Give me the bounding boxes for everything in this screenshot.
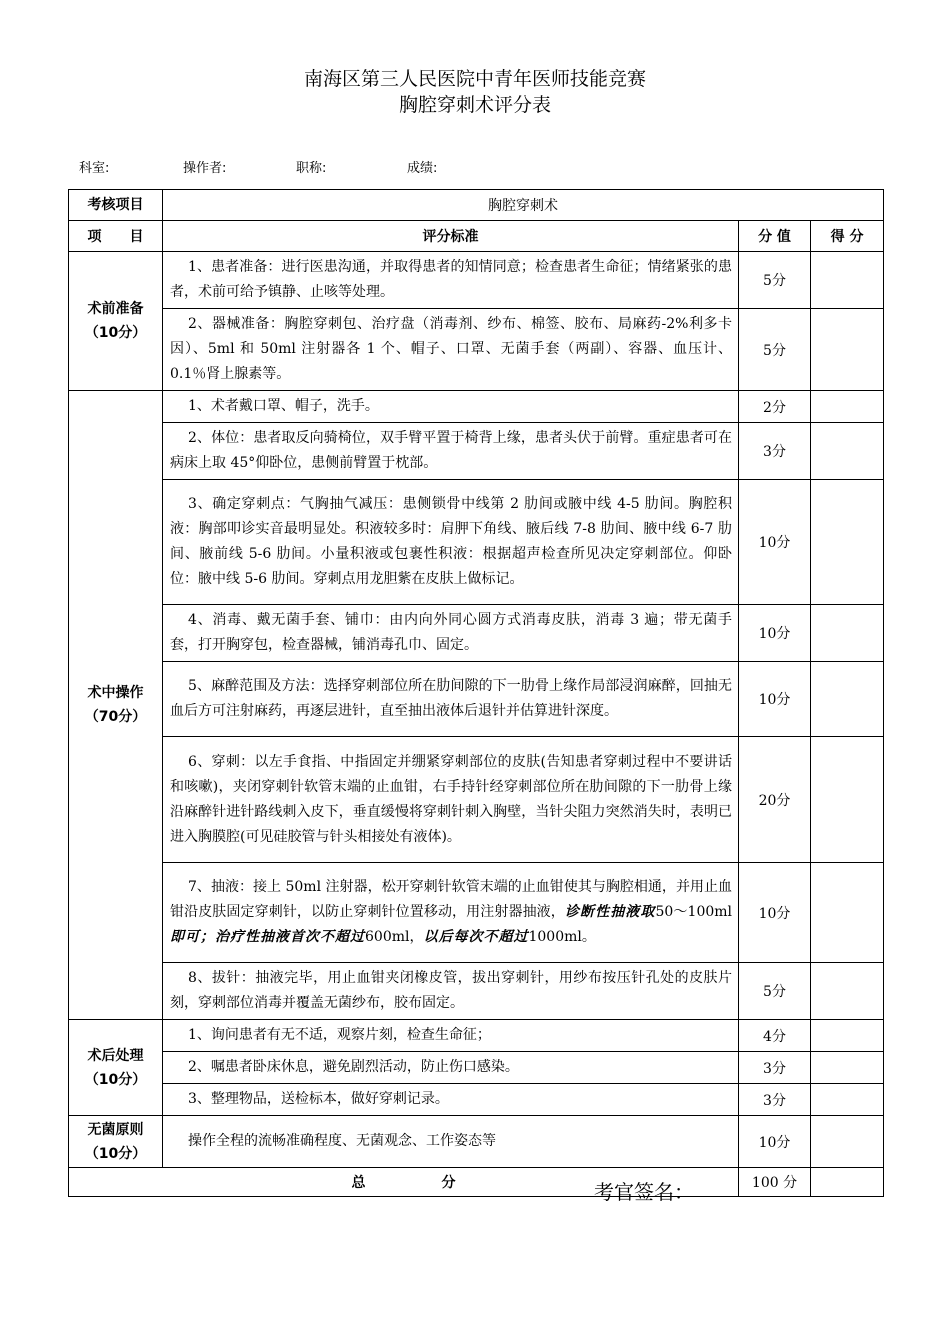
criterion-value: 3分 xyxy=(739,1084,811,1116)
total-label: 总 分 xyxy=(69,1168,739,1197)
criterion-text: 1、术者戴口罩、帽子，洗手。 xyxy=(163,391,739,423)
criterion-text: 1、询问患者有无不适，观察片刻，检查生命征； xyxy=(163,1020,739,1052)
criterion-value: 20分 xyxy=(739,737,811,863)
score-entry-cell[interactable] xyxy=(811,252,884,309)
section-preop xyxy=(69,252,163,391)
score-entry-cell[interactable] xyxy=(811,605,884,662)
section-name: 术中操作 xyxy=(87,685,144,701)
score-entry-cell[interactable] xyxy=(811,863,884,963)
section-aseptic xyxy=(69,1116,163,1168)
section-postop xyxy=(69,1020,163,1116)
criterion-text: 2、嘱患者卧床休息，避免剧烈活动，防止伤口感染。 xyxy=(163,1052,739,1084)
criterion-value: 2分 xyxy=(739,391,811,423)
score-entry-cell[interactable] xyxy=(811,423,884,480)
score-entry-cell[interactable] xyxy=(811,1116,884,1168)
score-label: 成绩: xyxy=(407,161,438,176)
criterion-value: 10分 xyxy=(739,863,811,963)
col-project-header: 项 目 xyxy=(69,221,163,252)
col-standard-header: 评分标准 xyxy=(163,221,739,252)
criterion-text: 7、抽液：接上 50ml 注射器，松开穿刺针软管末端的止血钳使其与胸腔相通，并用止血钳沿皮肤固定穿刺针，以防止穿刺针位置移动，用注射器抽液，诊断性抽液取50～100ml即可；治疗性抽液首次不超过600ml，以后每次不超过1000ml。 xyxy=(163,863,739,963)
document-title: 南海区第三人民医院中青年医师技能竞赛 xyxy=(303,68,646,90)
scoring-table xyxy=(68,189,884,1197)
score-entry-cell[interactable] xyxy=(811,1084,884,1116)
criterion-value: 10分 xyxy=(739,1116,811,1168)
emphasis-text: 诊断性抽液取 xyxy=(564,904,656,920)
dept-label: 科室: xyxy=(79,161,110,176)
criterion-text: 4、消毒、戴无菌手套、铺巾：由内向外同心圆方式消毒皮肤，消毒 3 遍；带无菌手套，打开胸穿包，检查器械，铺消毒孔巾、固定。 xyxy=(163,605,739,662)
item-value-cell: 胸腔穿刺术 xyxy=(163,190,884,221)
score-entry-cell[interactable] xyxy=(811,662,884,737)
operator-label: 操作者: xyxy=(183,161,227,176)
criterion-value: 10分 xyxy=(739,480,811,605)
criterion-value: 5分 xyxy=(739,963,811,1020)
score-entry-cell[interactable] xyxy=(811,1020,884,1052)
section-points: （10分） xyxy=(84,325,147,341)
section-name: 术后处理 xyxy=(87,1047,144,1064)
section-points: （10分） xyxy=(84,1071,147,1088)
document-subtitle: 胸腔穿刺术评分表 xyxy=(398,94,551,116)
total-value: 100 分 xyxy=(739,1168,811,1197)
criterion-value: 4分 xyxy=(739,1020,811,1052)
criterion-value: 5分 xyxy=(739,309,811,391)
criterion-text: 1、患者准备：进行医患沟通，并取得患者的知情同意；检查患者生命征；情绪紧张的患者，术前可给予镇静、止咳等处理。 xyxy=(163,252,739,309)
col-value-header: 分 值 xyxy=(739,221,811,252)
criterion-value: 3分 xyxy=(739,1052,811,1084)
signature-line[interactable] xyxy=(706,1196,850,1197)
section-name: 术前准备 xyxy=(87,301,144,317)
criterion-value: 5分 xyxy=(739,252,811,309)
total-score-entry-cell[interactable] xyxy=(811,1168,884,1197)
criterion-text: 3、确定穿刺点：气胸抽气减压：患侧锁骨中线第 2 肋间或腋中线 4-5 肋间。胸腔积液：胸部叩诊实音最明显处。积液较多时：肩胛下角线、腋后线 7-8 肋间、腋中线 6-7 肋间、腋前线 5-6 肋间。小量积液或包裹性积液：根据超声检查所见决定穿刺部位。仰卧位：腋中线 5-6 肋间。穿刺点用龙胆紫在皮肤上做标记。 xyxy=(163,480,739,605)
criterion-text: 6、穿刺：以左手食指、中指固定并绷紧穿刺部位的皮肤(告知患者穿刺过程中不要讲话和咳嗽)，夹闭穿刺针软管末端的止血钳，右手持针经穿刺部位所在肋间隙的下一肋骨上缘沿麻醉针进针路线刺入皮下，垂直缓慢将穿刺针刺入胸壁，当针尖阻力突然消失时，表明已进入胸膜腔(可见硅胶管与针头相接处有液体)。 xyxy=(163,737,739,863)
section-intraop xyxy=(69,391,163,1020)
score-entry-cell[interactable] xyxy=(811,391,884,423)
section-points: （70分） xyxy=(84,709,147,725)
criterion-text: 5、麻醉范围及方法：选择穿刺部位所在肋间隙的下一肋骨上缘作局部浸润麻醉，回抽无血后方可注射麻药，再逐层进针，直至抽出液体后退针并估算进针深度。 xyxy=(163,662,739,737)
criterion-value: 10分 xyxy=(739,605,811,662)
col-got-header: 得 分 xyxy=(811,221,884,252)
score-entry-cell[interactable] xyxy=(811,309,884,391)
criterion-text: 8、拔针：抽液完毕，用止血钳夹闭橡皮管，拔出穿刺针，用纱布按压针孔处的皮肤片刻，穿刺部位消毒并覆盖无菌纱布，胶布固定。 xyxy=(163,963,739,1020)
criterion-text: 操作全程的流畅准确程度、无菌观念、工作姿态等 xyxy=(163,1116,739,1168)
score-entry-cell[interactable] xyxy=(811,1052,884,1084)
emphasis-text: 以后每次不超过 xyxy=(423,929,529,945)
examiner-signature-label: 考官签名： xyxy=(594,1180,694,1204)
criterion-text: 3、整理物品，送检标本，做好穿刺记录。 xyxy=(163,1084,739,1116)
criterion-text: 2、器械准备：胸腔穿刺包、治疗盘（消毒剂、纱布、棉签、胶布、局麻药-2%利多卡因）、5ml 和 50ml 注射器各 1 个、帽子、口罩、无菌手套（两副）、容器、血压计、0.1％肾上腺素等。 xyxy=(163,309,739,391)
rank-label: 职称: xyxy=(296,161,327,176)
criterion-value: 10分 xyxy=(739,662,811,737)
criterion-value: 3分 xyxy=(739,423,811,480)
item-label-cell: 考核项目 xyxy=(69,190,163,221)
section-name: 无菌原则 xyxy=(87,1121,144,1138)
section-points: （10分） xyxy=(84,1145,147,1162)
score-entry-cell[interactable] xyxy=(811,480,884,605)
score-entry-cell[interactable] xyxy=(811,737,884,863)
score-entry-cell[interactable] xyxy=(811,963,884,1020)
criterion-text: 2、体位：患者取反向骑椅位，双手臂平置于椅背上缘，患者头伏于前臂。重症患者可在病床上取 45°仰卧位，患侧前臂置于枕部。 xyxy=(163,423,739,480)
emphasis-text: 即可；治疗性抽液首次不超过 xyxy=(170,929,365,945)
